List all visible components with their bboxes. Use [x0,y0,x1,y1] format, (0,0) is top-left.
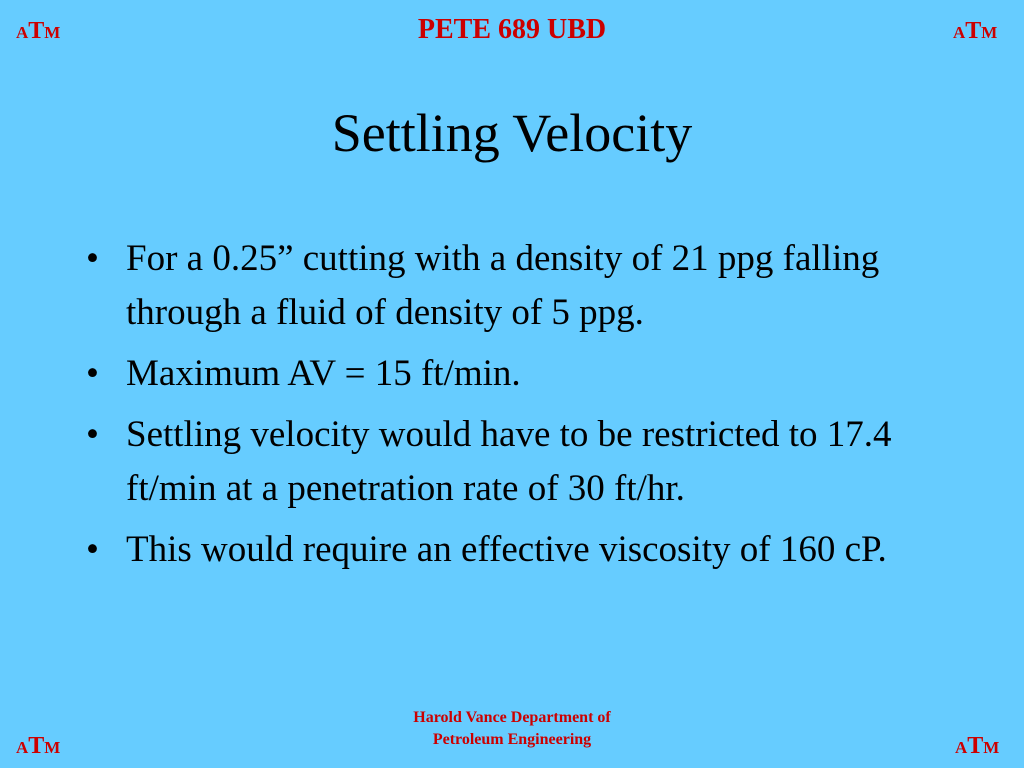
bullet-icon: • [86,353,99,394]
bullet-icon: • [86,414,99,455]
logo-letter-t: T [965,18,982,44]
logo-letter-m: M [981,23,998,42]
logo-letter-a: A [16,23,29,42]
bullet-icon: • [86,529,99,570]
bullet-text: Maximum AV = 15 ft/min. [126,353,521,394]
bullet-item [86,408,956,516]
slide-title: Settling Velocity [331,103,693,163]
logo-letter-t: T [28,733,45,759]
bullet-text: For a 0.25” cutting with a density of 21 ppg falling through a fluid of density of 5 ppg. [126,238,880,333]
logo-letter-m: M [44,738,61,757]
atm-logo-bottom-right [955,734,999,758]
atm-logo-bottom-left [16,734,60,758]
course-title: PETE 689 UBD [417,14,607,45]
logo-letter-t: T [28,18,45,44]
logo-letter-a: A [955,738,968,757]
bullet-item [86,232,956,340]
bullet-list [86,232,956,584]
logo-letter-m: M [44,23,61,42]
bullet-text: Settling velocity would have to be restricted to 17.4 ft/min at a penetration rate of 30 ft/hr. [126,414,892,509]
bullet-text: This would require an effective viscosity of 160 cP. [126,529,887,570]
department-footer [312,707,712,751]
bullet-item [86,523,956,577]
logo-letter-a: A [16,738,29,757]
logo-letter-m: M [983,738,1000,757]
logo-letter-a: A [953,23,966,42]
footer-line-1: Harold Vance Department of [413,709,611,726]
footer-line-2: Petroleum Engineering [432,731,592,748]
bullet-item [86,347,956,401]
logo-letter-t: T [967,733,984,759]
bullet-icon: • [86,238,99,279]
atm-logo-top-right [953,19,997,43]
